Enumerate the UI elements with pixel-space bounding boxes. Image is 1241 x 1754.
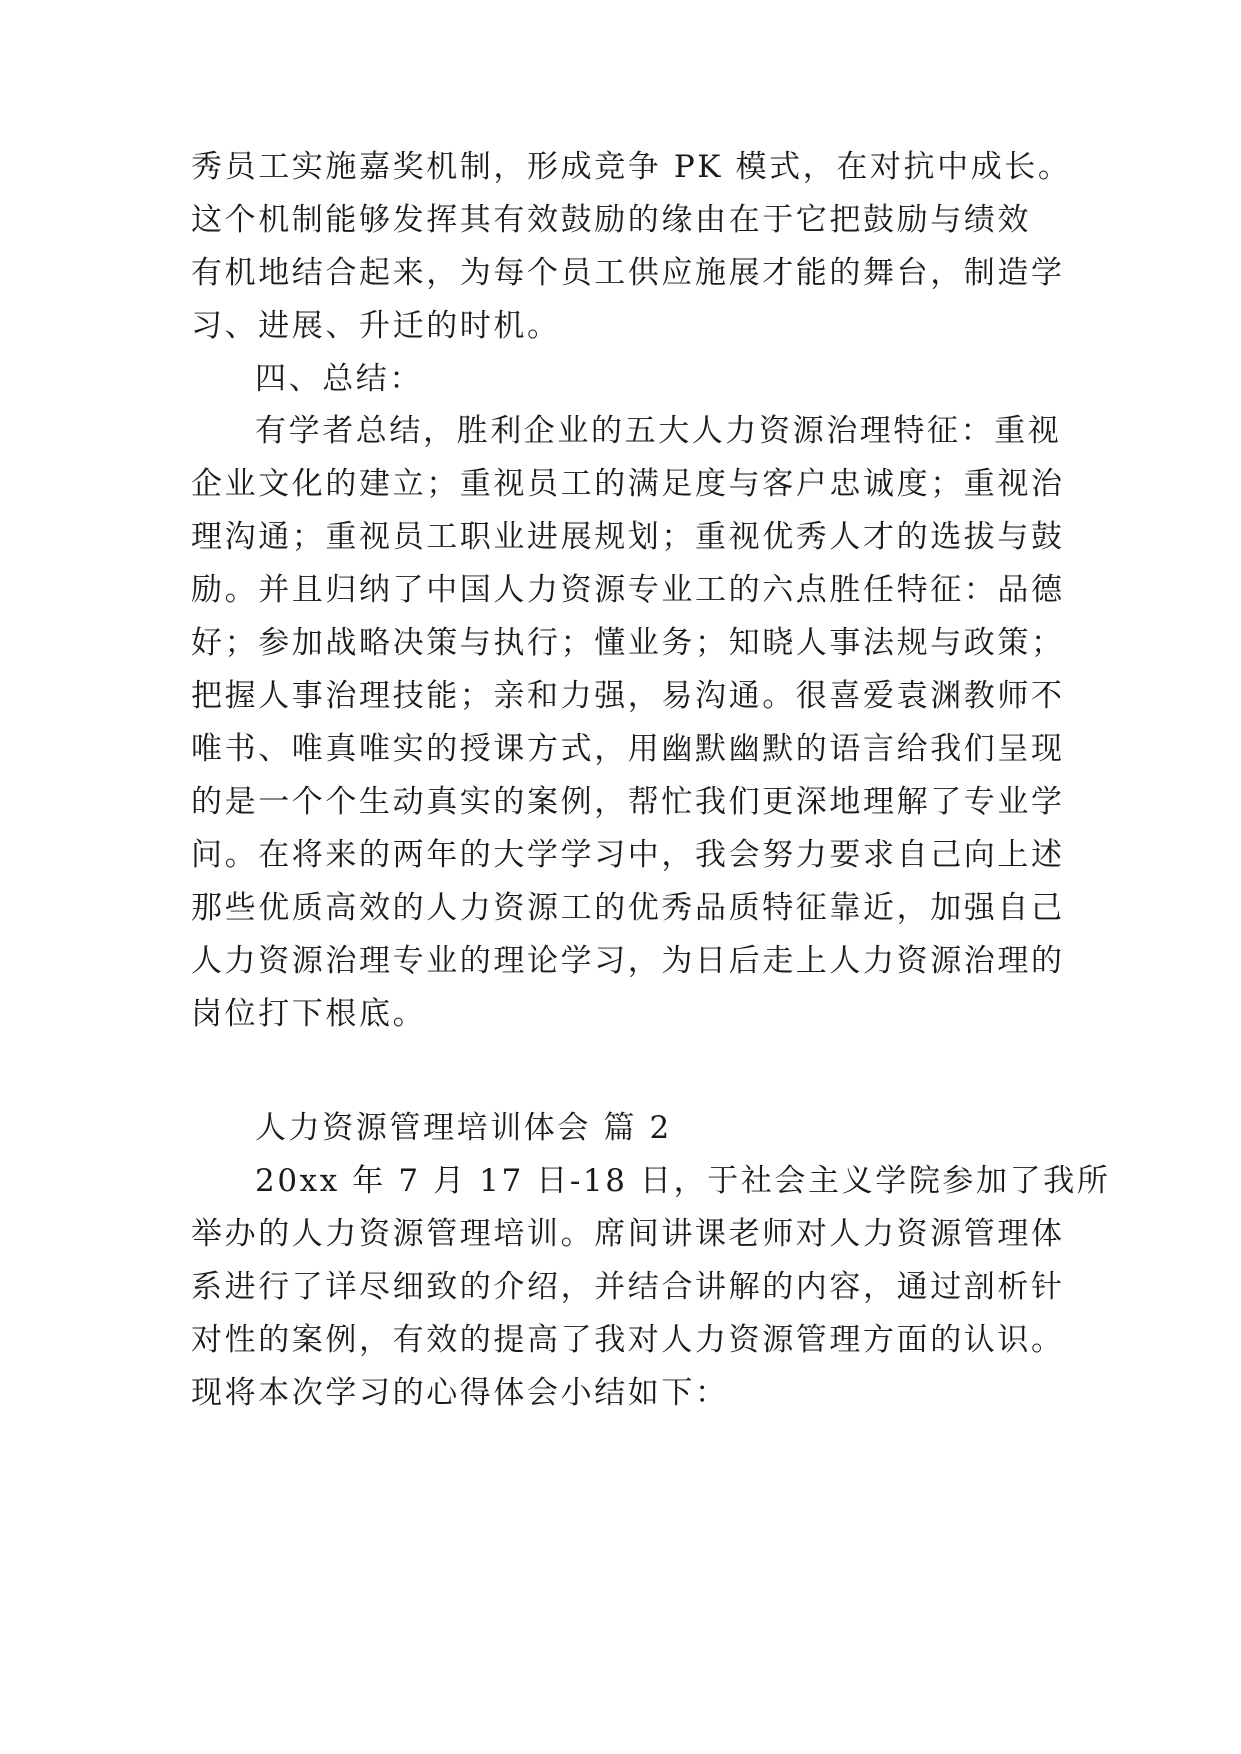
paragraph-line: 励。并且归纳了中国人力资源专业工的六点胜任特征：品德 [191,572,1065,608]
paragraph-line: 习、进展、升迁的时机。 [191,308,561,344]
paragraph-line: 的是一个个生动真实的案例，帮忙我们更深地理解了专业学 [191,784,1065,820]
paragraph-line: 理沟通；重视员工职业进展规划；重视优秀人才的选拔与鼓 [191,519,1065,555]
paragraph-line: 这个机制能够发挥其有效鼓励的缘由在于它把鼓励与绩效 [191,202,1031,238]
section-title: 人力资源管理培训体会 篇 2 [255,1110,672,1146]
paragraph-line: 秀员工实施嘉奖机制，形成竞争 PK 模式，在对抗中成长。 [191,149,1072,185]
paragraph-line: 问。在将来的两年的大学学习中，我会努力要求自己向上述 [191,837,1065,873]
paragraph-line: 对性的案例，有效的提高了我对人力资源管理方面的认识。 [191,1322,1065,1358]
paragraph-line: 好；参加战略决策与执行；懂业务；知晓人事法规与政策； [191,625,1065,661]
paragraph-line: 举办的人力资源管理培训。席间讲课老师对人力资源管理体 [191,1216,1065,1252]
paragraph-line: 系进行了详尽细致的介绍，并结合讲解的内容，通过剖析针 [191,1269,1065,1305]
section-heading: 四、总结： [255,361,423,397]
paragraph-line: 那些优质高效的人力资源工的优秀品质特征靠近，加强自己 [191,890,1065,926]
paragraph-line: 唯书、唯真唯实的授课方式，用幽默幽默的语言给我们呈现 [191,731,1065,767]
paragraph-line: 企业文化的建立；重视员工的满足度与客户忠诚度；重视治 [191,466,1065,502]
paragraph-line: 20xx 年 7 月 17 日-18 日，于社会主义学院参加了我所 [255,1163,1111,1199]
paragraph-line: 人力资源治理专业的理论学习，为日后走上人力资源治理的 [191,943,1065,979]
paragraph-line: 现将本次学习的心得体会小结如下： [191,1375,729,1411]
paragraph-line: 把握人事治理技能；亲和力强，易沟通。很喜爱袁渊教师不 [191,678,1065,714]
paragraph-line: 岗位打下根底。 [191,996,427,1032]
paragraph-line: 有学者总结，胜利企业的五大人力资源治理特征：重视 [255,413,1062,449]
paragraph-line: 有机地结合起来，为每个员工供应施展才能的舞台，制造学 [191,255,1065,291]
